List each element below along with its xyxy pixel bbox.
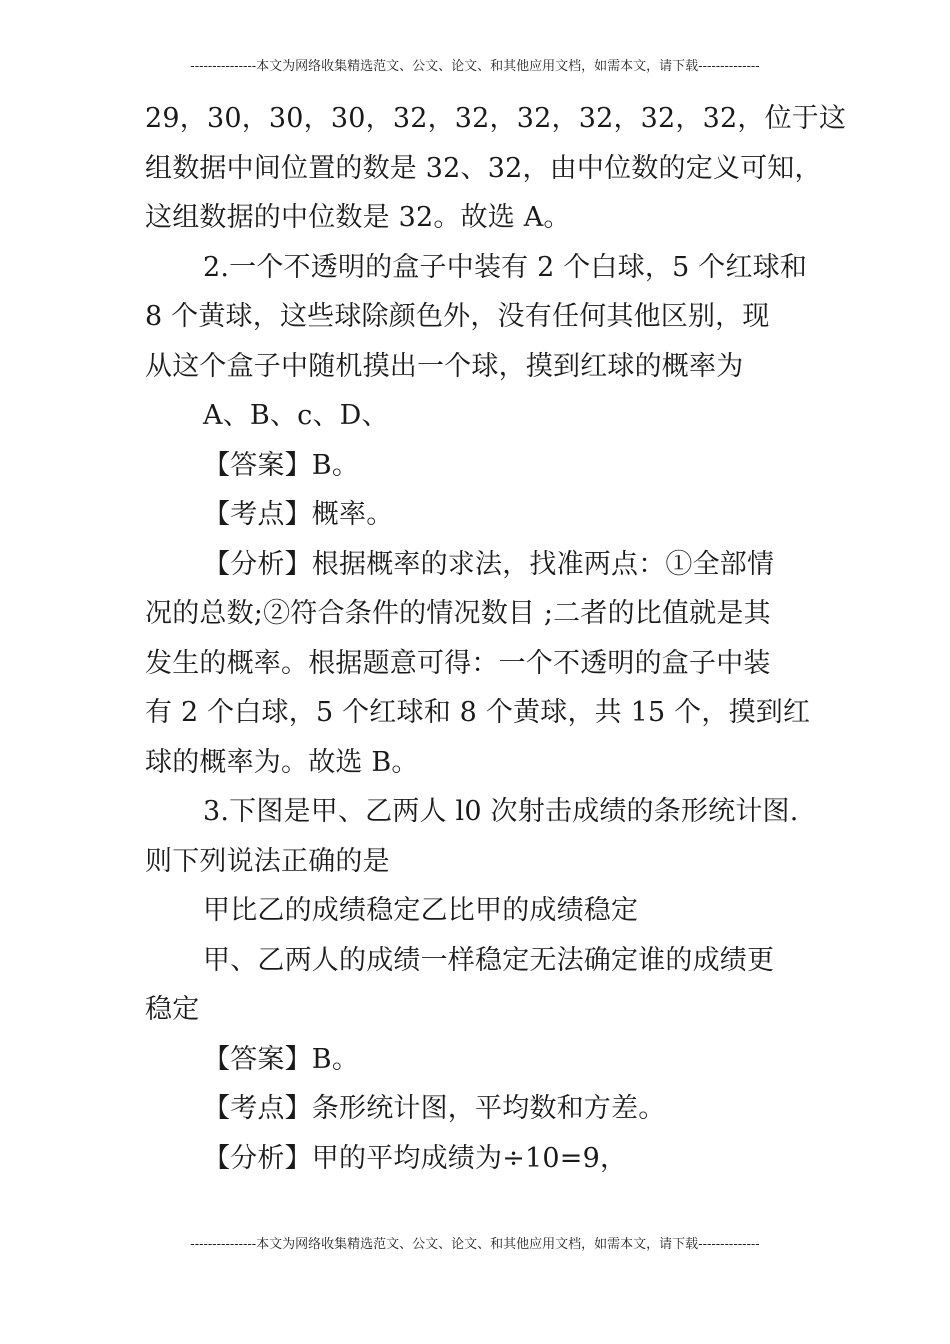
analysis-line: 【分析】甲的平均成绩为÷10=9， <box>203 1142 628 1174</box>
text-line: 29，30，30，30，32，32，32，32，32，32，位于这 <box>145 103 847 134</box>
options-line: A、B、c、D、 <box>203 400 389 431</box>
question-3-line: 3.下图是甲、乙两人 l0 次射击成绩的条形统计图. <box>203 796 799 827</box>
text-line: 组数据中间位置的数是 32、32，由中位数的定义可知， <box>145 152 822 184</box>
analysis-line: 【分析】根据概率的求法，找准两点：①全部情 <box>203 548 775 580</box>
options-line: 甲、乙两人的成绩一样稳定无法确定谁的成绩更 <box>203 944 775 976</box>
text-line: 从这个盒子中随机摸出一个球，摸到红球的概率为 <box>145 350 744 382</box>
answer-line: 【答案】B。 <box>203 1043 360 1075</box>
footer-banner: ---------------本文为网络收集精选范文、公文、论文、和其他应用文档，如需本文，请下载-------------- <box>190 1237 760 1252</box>
text-line: 稳定 <box>145 994 200 1025</box>
options-line: 甲比乙的成绩稳定乙比甲的成绩稳定 <box>203 895 639 926</box>
text-line: 发生的概率。根据题意可得：一个不透明的盒子中装 <box>145 647 771 679</box>
answer-line: 【答案】B。 <box>203 449 360 481</box>
text-line: 这组数据的中位数是 32。故选 A。 <box>145 202 571 233</box>
text-line: 球的概率为。故选 B。 <box>145 746 419 778</box>
text-line: 8 个黄球，这些球除颜色外，没有任何其他区别，现 <box>145 301 770 332</box>
text-line: 况的总数;②符合条件的情况数目 ;二者的比值就是其 <box>145 598 771 629</box>
topic-line: 【考点】条形统计图，平均数和方差。 <box>203 1093 666 1124</box>
header-banner: ---------------本文为网络收集精选范文、公文、论文、和其他应用文档，如需本文，请下载-------------- <box>190 59 760 74</box>
topic-line: 【考点】概率。 <box>203 499 394 530</box>
question-2-line: 2.一个不透明的盒子中装有 2 个白球，5 个红球和 <box>203 251 808 283</box>
text-line: 有 2 个白球，5 个红球和 8 个黄球，共 15 个，摸到红 <box>145 697 811 728</box>
text-line: 则下列说法正确的是 <box>145 845 390 877</box>
document-body <box>145 94 847 1183</box>
